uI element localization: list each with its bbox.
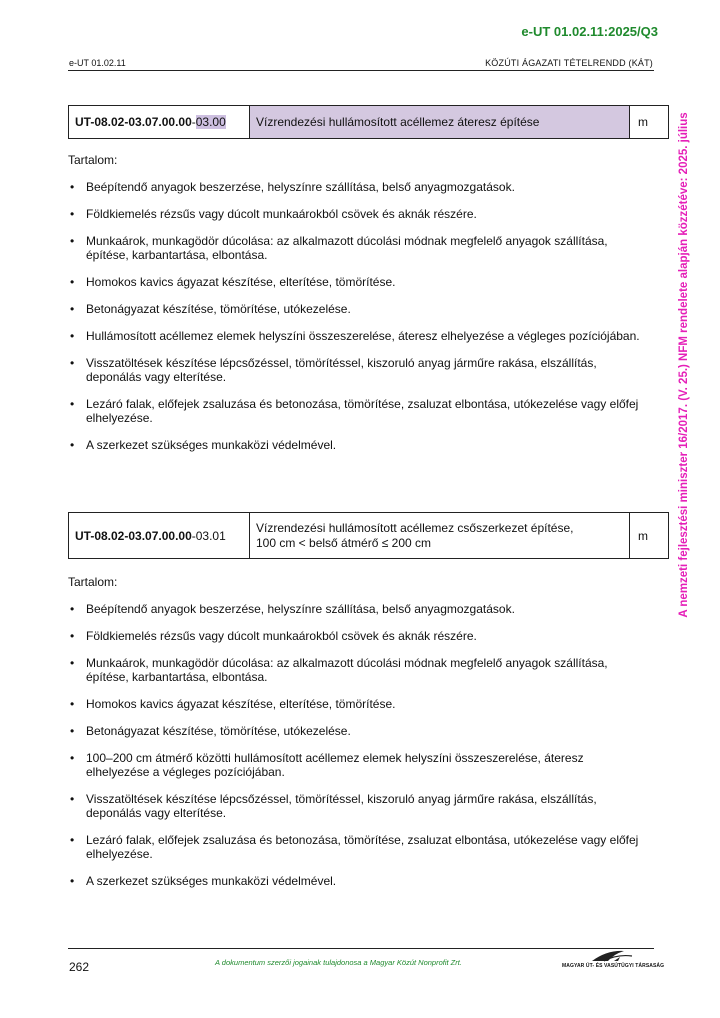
list-item: • Beépítendő anyagok beszerzése, helyszínre szállítása, belső anyagmozgatások.: [70, 602, 515, 616]
list-item: • Hullámosított acéllemez elemek helyszíni összeszerelése, áteresz elhelyezése a végleges pozíciójában.: [70, 329, 640, 343]
header-document-title: KÖZÚTI ÁGAZATI TÉTELRENDD (KÁT): [485, 58, 653, 68]
content-label: Tartalom:: [68, 153, 118, 167]
item-unit: m: [630, 106, 669, 139]
copyright-note: A dokumentum szerzői jogainak tulajdonosa a Magyar Közút Nonprofit Zrt.: [215, 958, 462, 967]
content-list: [68, 180, 648, 452]
list-item: • Lezáró falak, előfejek zsaluzása és betonozása, tömörítése, zsaluzat elbontása, utókezelése vagy előfej elhelyezése.: [70, 397, 639, 425]
item-title: Vízrendezési hullámosított acéllemez áteresz építése: [250, 106, 630, 139]
content-label: Tartalom:: [68, 575, 118, 589]
list-item: • Homokos kavics ágyazat készítése, elterítése, tömörítése.: [70, 697, 396, 711]
item-code-suffix: 03.00: [195, 115, 226, 129]
item-code: UT-08.02-03.07.00.00-03.00: [69, 106, 250, 139]
list-item: • Betonágyazat készítése, tömörítése, utókezelése.: [70, 302, 351, 316]
content-list: [68, 602, 648, 888]
list-item: • A szerkezet szükséges munkaközi védelmével.: [70, 438, 337, 452]
list-item: • Lezáró falak, előfejek zsaluzása és betonozása, tömörítése, zsaluzat elbontása, utókezelése vagy előfej elhelyezése.: [70, 833, 639, 861]
list-item: • Visszatöltések készítése lépcsőzéssel, tömörítéssel, kiszoruló anyag járműre rakása, elszállítás, deponálás vagy elterítése.: [70, 356, 597, 384]
item-unit: m: [630, 513, 669, 559]
table-row: [69, 106, 669, 139]
item-content-1: [68, 153, 648, 465]
list-item: • Visszatöltések készítése lépcsőzéssel, tömörítéssel, kiszoruló anyag járműre rakása, elszállítás, deponálás vagy elterítése.: [70, 792, 597, 820]
item-code: UT-08.02-03.07.00.00-03.01: [69, 513, 250, 559]
list-item: • Homokos kavics ágyazat készítése, elterítése, tömörítése.: [70, 275, 396, 289]
page-number: 262: [69, 960, 90, 974]
item-code-suffix: 03.01: [195, 528, 226, 543]
list-item: • Földkiemelés rézsűs vagy dúcolt munkaárokból csövek és aknák részére.: [70, 629, 477, 643]
list-item: • Földkiemelés rézsűs vagy dúcolt munkaárokból csövek és aknák részére.: [70, 207, 477, 221]
list-item: • Betonágyazat készítése, tömörítése, utókezelése.: [70, 724, 351, 738]
list-item: • Munkaárok, munkagödör dúcolása: az alkalmazott dúcolási módnak megfelelő anyagok szállítása, építése, karbantartása, elbontása.: [70, 234, 608, 262]
item-header-table-2: [68, 512, 669, 559]
header-document-id: e-UT 01.02.11: [69, 58, 126, 68]
item-header-table-1: [68, 105, 669, 139]
table-row: [69, 513, 669, 559]
item-content-2: [68, 575, 648, 901]
society-logo-text: MAGYAR ÚT- ÉS VASÚTÜGYI TÁRSASÁG: [562, 963, 665, 969]
item-title: Vízrendezési hullámosított acéllemez csőszerkezet építése, 100 cm < belső átmérő ≤ 200 cm: [250, 513, 630, 559]
list-item: • Munkaárok, munkagödör dúcolása: az alkalmazott dúcolási módnak megfelelő anyagok szállítása, építése, karbantartása, elbontása.: [70, 656, 608, 684]
document-code: e-UT 01.02.11:2025/Q3: [521, 24, 658, 39]
list-item: • Beépítendő anyagok beszerzése, helyszínre szállítása, belső anyagmozgatások.: [70, 180, 515, 194]
header-divider: [68, 70, 654, 71]
list-item: • A szerkezet szükséges munkaközi védelmével.: [70, 874, 337, 888]
list-item: • 100–200 cm átmérő közötti hullámosított acéllemez elemek helyszíni összeszerelése, áteresz elhelyezése a végleges pozíciójában.: [70, 751, 584, 779]
